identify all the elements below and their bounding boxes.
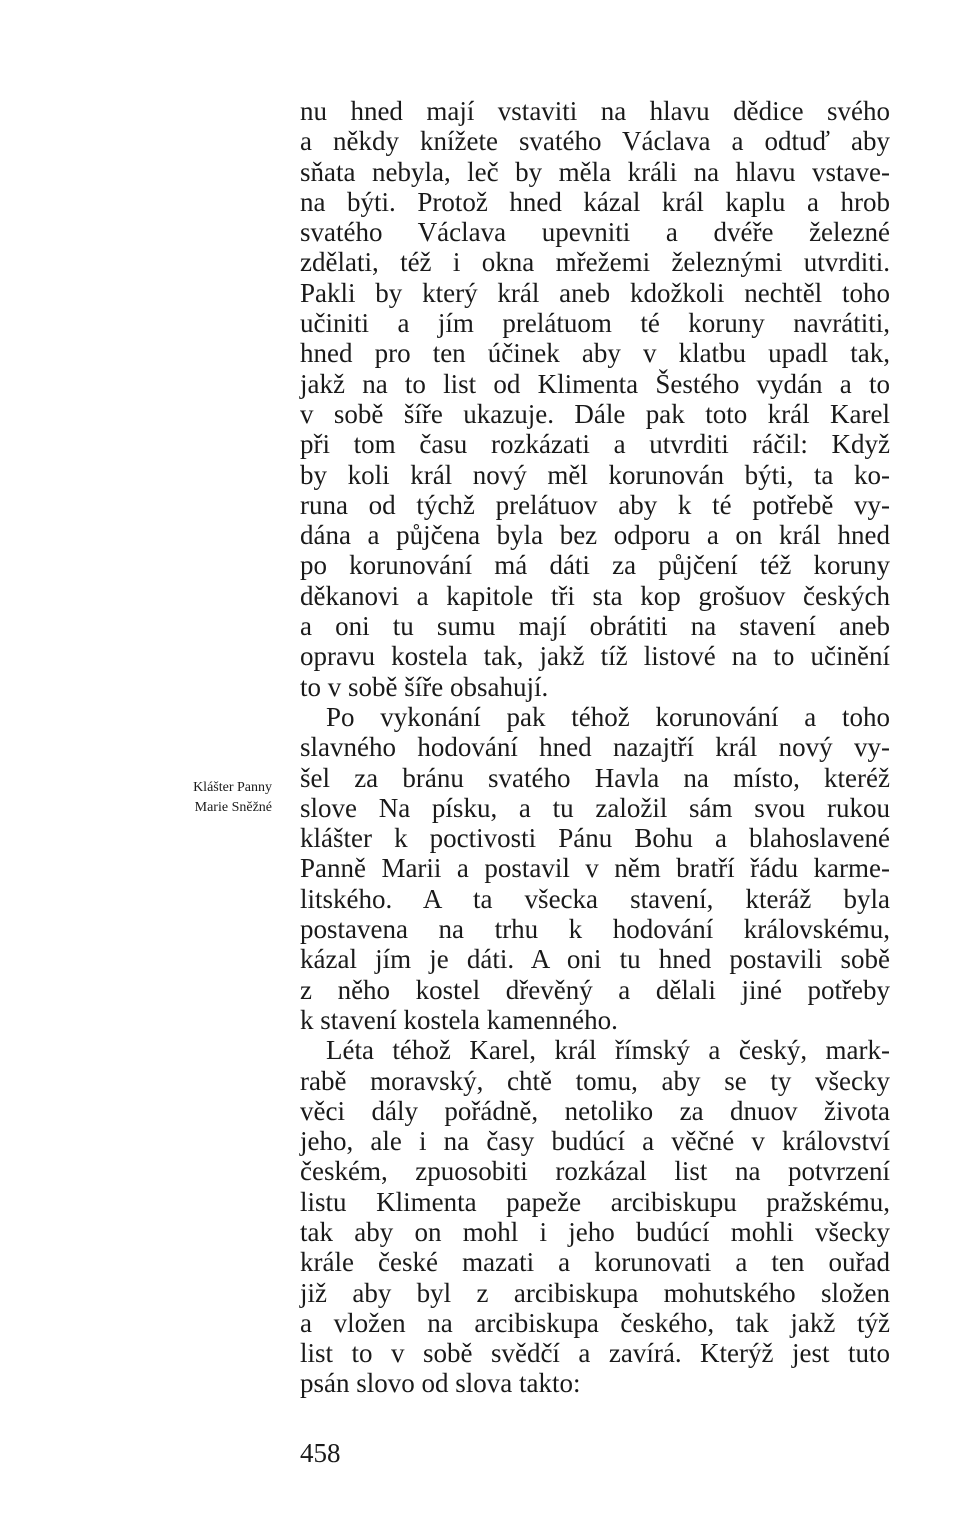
- text-line: by koli král nový měl korunován býti, ta ko-: [300, 459, 890, 490]
- paragraph-end-line: to v sobě šíře obsahují.: [300, 671, 549, 702]
- text-line: rabě moravský, chtě tomu, aby se ty všecky: [300, 1065, 890, 1096]
- paragraph-start-line: Léta téhož Karel, král římský a český, mark-: [326, 1035, 890, 1066]
- text-line: při tom času rozkázati a utvrditi ráčil: Když: [300, 429, 890, 460]
- text-line: jakž na to list od Klimenta Šestého vydán a to: [300, 368, 890, 399]
- marginal-note-line: Marie Sněžné: [194, 800, 272, 815]
- text-line: Panně Marii a postavil v něm bratří řádu karme-: [300, 853, 890, 884]
- text-line: listu Klimenta papeže arcibiskupu pražskému,: [300, 1186, 890, 1217]
- text-line: litského. A ta všecka stavení, kteráž byla: [300, 883, 890, 914]
- text-line: děkanovi a kapitole tři sta kop grošuov českých: [300, 580, 890, 611]
- text-line: runa od týchž prelátuov aby k té potřebě vy-: [300, 489, 890, 520]
- text-line: krále české mazati a korunovati a ten ouřad: [300, 1247, 890, 1278]
- page-number: 458: [300, 1438, 341, 1468]
- marginal-note: [140, 778, 272, 818]
- text-line: po korunování má dáti za půjčení též koruny: [300, 550, 890, 581]
- text-line: jeho, ale i na časy budúcí a věčné v království: [300, 1126, 890, 1157]
- text-line: Pakli by který král aneb kdožkoli nechtěl toho: [300, 277, 890, 308]
- text-line: slove Na písku, a tu založil sám svou rukou: [300, 792, 890, 823]
- text-line: učiniti a jím prelátuom té koruny navrátiti,: [300, 308, 890, 339]
- text-line: tak aby on mohl i jeho budúcí mohli všecky: [300, 1216, 890, 1247]
- paragraph-end-line: psán slovo od slova takto:: [300, 1368, 581, 1399]
- text-line: slavného hodování hned nazajtří král nový vy-: [300, 732, 890, 763]
- text-line: dána a půjčena byla bez odporu a on král hned: [300, 520, 890, 551]
- body-text: [300, 96, 890, 1399]
- text-line: list to v sobě svědčí a zavírá. Kterýž jest tuto: [300, 1338, 890, 1369]
- paragraph-end-line: k stavení kostela kamenného.: [300, 1004, 618, 1035]
- text-line: nu hned mají vstaviti na hlavu dědice svého: [300, 96, 890, 126]
- paragraph-start-line: Po vykonání pak téhož korunování a toho: [326, 701, 890, 732]
- text-line: kázal jím je dáti. A oni tu hned postavili sobě: [300, 944, 890, 975]
- text-line: v sobě šíře ukazuje. Dále pak toto král Karel: [300, 398, 890, 429]
- text-line: postavena na trhu k hodování královskému,: [300, 914, 890, 945]
- text-line: českém, zpuosobiti rozkázal list na potvrzení: [300, 1156, 890, 1187]
- text-line: a vložen na arcibiskupa českého, tak jakž týž: [300, 1307, 890, 1338]
- text-line: šel za bránu svatého Havla na místo, kteréž: [300, 762, 890, 793]
- text-line: a oni tu sumu mají obrátiti na stavení aneb: [300, 611, 890, 642]
- text-line: již aby byl z arcibiskupa mohutského složen: [300, 1277, 890, 1308]
- text-line: zdělati, též i okna mřežemi železnými utvrditi.: [300, 247, 890, 278]
- marginal-note-line: Klášter Panny: [193, 780, 272, 795]
- text-line: svatého Václava upevniti a dvéře železné: [300, 217, 890, 248]
- text-line: věci dály pořádně, netoliko za dnuov života: [300, 1095, 890, 1126]
- text-line: hned pro ten účinek aby v klatbu upadl tak,: [300, 338, 890, 369]
- text-line: z něho kostel dřevěný a dělali jiné potřeby: [300, 974, 890, 1005]
- text-line: sňata nebyla, leč by měla králi na hlavu vstave-: [300, 156, 890, 187]
- text-line: klášter k poctivosti Pánu Bohu a blahoslavené: [300, 823, 890, 854]
- text-line: opravu kostela tak, jakž tíž listové na to učinění: [300, 641, 890, 672]
- text-line: a někdy knížete svatého Václava a odtuď aby: [300, 126, 890, 157]
- text-line: na býti. Protož hned kázal král kaplu a hrob: [300, 186, 890, 217]
